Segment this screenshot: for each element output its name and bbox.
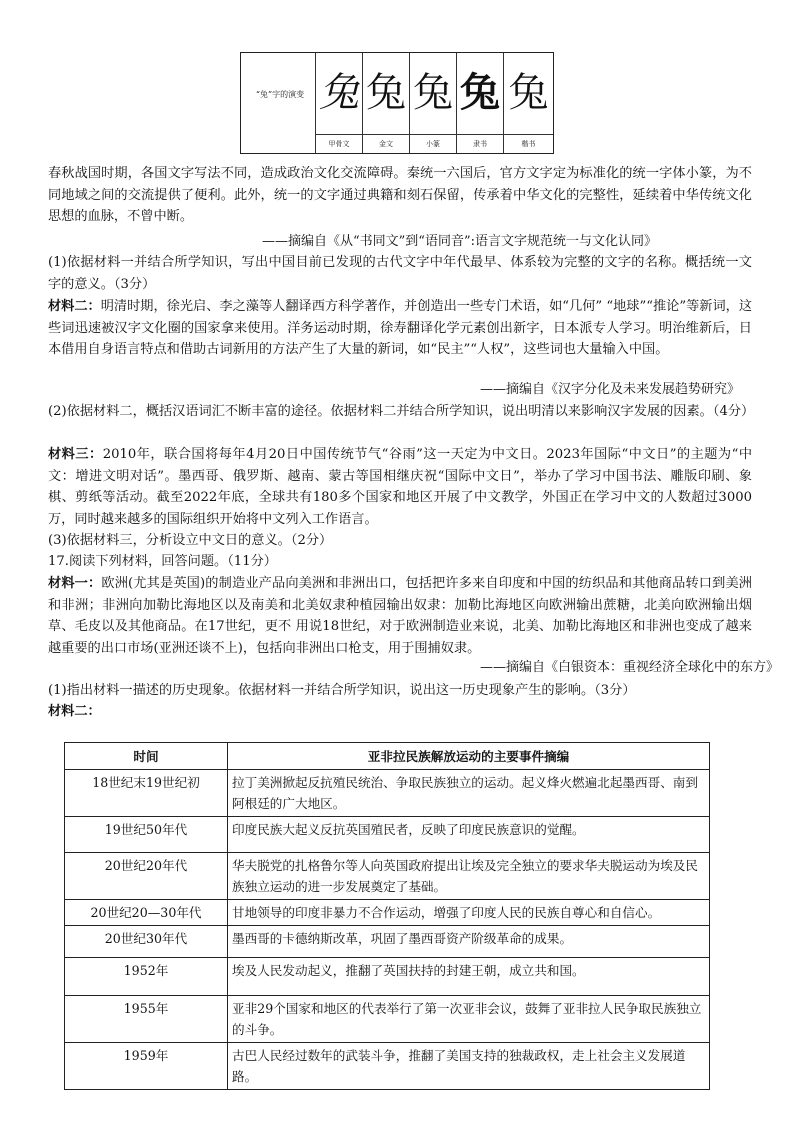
table-row — [65, 853, 710, 900]
cell-time: 20世纪30年代 — [65, 926, 228, 958]
glyph-image: 兔 — [366, 70, 406, 116]
cell-event: 亚非29个国家和地区的代表举行了第一次亚非会议，鼓舞了亚非拉人民争取民族独立的斗争。 — [228, 996, 710, 1043]
question-17-title: 17.阅读下列材料，回答问题。（11分） — [48, 554, 277, 569]
material2-source: ——摘编自《汉字分化及未来发展趋势研究》 — [480, 382, 741, 397]
liberation-events-table — [64, 742, 710, 1090]
glyph-label: 金文 — [363, 134, 409, 149]
cell-event: 拉丁美洲掀起反抗殖民统治、争取民族独立的运动。起义烽火燃遍北起墨西哥、南到阿根廷的广大地区。 — [228, 770, 710, 817]
cell-event: 古巴人民经过数年的武装斗争，推翻了美国支持的独裁政权，走上社会主义发展道路。 — [228, 1043, 710, 1090]
table-row — [65, 770, 710, 817]
glyph-small-seal — [409, 53, 456, 153]
cell-event: 华夫脱党的扎格鲁尔等人向英国政府提出让埃及完全独立的要求华夫脱运动为埃及民族独立运动的进一步发展奠定了基础。 — [228, 853, 710, 900]
question-3: (3)依据材料三，分析设立中文日的意义。（2分） — [48, 533, 333, 548]
material3-block — [48, 444, 752, 530]
q17-question-1: (1)指出材料一描述的历史现象。依据材料一并结合所学知识，说出这一历史现象产生的影响。（3分） — [48, 683, 636, 698]
cell-time: 19世纪50年代 — [65, 817, 228, 853]
material3-label: 材料三： — [48, 447, 103, 462]
material2-block — [48, 296, 752, 361]
cell-event: 印度民族大起义反抗英国殖民者，反映了印度民族意识的觉醒。 — [228, 817, 710, 853]
glyph-label: 甲骨文 — [316, 134, 362, 149]
glyph-label: 楷书 — [504, 134, 553, 149]
q17-material1-block — [48, 573, 752, 659]
material1-text: 春秋战国时期，各国文字写法不同，造成政治文化交流障碍。秦统一六国后，官方文字定为标准化的统一字体小篆，为不同地域之间的交流提供了便利。此外，统一的文字通过典籍和刻石保留，传承着中华文化的完整性，延续着中华传统文化思想的血脉，不曾中断。 — [48, 166, 752, 225]
character-evolution-figure — [240, 52, 554, 154]
header-time: 时间 — [65, 743, 228, 770]
glyph-bronze — [362, 53, 409, 153]
glyph-regular — [503, 53, 553, 153]
q17-material1-label: 材料一： — [48, 576, 102, 591]
question-2: (2)依据材料二，概括汉语词汇不断丰富的途径。依据材料二并结合所学知识，说出明清以来影响汉字发展的因素。（4分） — [48, 404, 755, 419]
glyph-label: 小篆 — [410, 134, 456, 149]
cell-time: 1955年 — [65, 996, 228, 1043]
cell-time: 18世纪末19世纪初 — [65, 770, 228, 817]
table-row — [65, 900, 710, 926]
cell-time: 20世纪20年代 — [65, 853, 228, 900]
cell-time: 1952年 — [65, 958, 228, 996]
glyph-label: 隶书 — [457, 134, 503, 149]
table-row — [65, 996, 710, 1043]
cell-event: 埃及人民发动起义，推翻了英国扶持的封建王朝，成立共和国。 — [228, 958, 710, 996]
table-header-row — [65, 743, 710, 770]
figure-caption: “兔”字的演变 — [255, 90, 305, 99]
glyph-image: 兔 — [460, 69, 500, 116]
q17-material2-label: 材料二： — [48, 704, 101, 719]
cell-time: 1959年 — [65, 1043, 228, 1090]
material3-text: 2010年，联合国将每年4月20日中国传统节气“谷雨”这一天定为中文日。2023年国际“中文日”的主题为“中文：增进文明对话”。墨西哥、俄罗斯、越南、蒙古等国相继庆祝“国际中文日”，举办了学习中国书法、雕版印刷、象棋、剪纸等活动。截至2022年底，全球共有180多个国家和地区开展了中文教学，外国正在学习中文的人数超过3000万，同时越来越多的国际组织开始将中文列入工作语言。 — [48, 447, 753, 527]
material2-label: 材料二： — [48, 299, 101, 314]
material2-text: 明清时期，徐光启、李之藻等人翻译西方科学著作，并创造出一些专门术语，如“几何” “地球”“推论”等新词，这些词迅速被汉字文化圈的国家拿来使用。洋务运动时期，徐寿翻译化学元素创出新字，日本派专人学习。明治维新后，日本借用自身语言特点和借助古词新用的方法产生了大量的新词，如“民主”“人权”，这些词也大量输入中国。 — [48, 299, 753, 358]
table-row — [65, 926, 710, 958]
glyph-image: 兔 — [413, 70, 453, 116]
q17-material1-source: ——摘编自《白银资本：重视经济全球化中的东方》 — [480, 660, 780, 675]
header-event: 亚非拉民族解放运动的主要事件摘编 — [228, 743, 710, 770]
glyph-oracle-bone — [315, 53, 362, 153]
cell-time: 20世纪20—30年代 — [65, 900, 228, 926]
glyph-clerical — [456, 53, 503, 153]
cell-event: 墨西哥的卡德纳斯改革，巩固了墨西哥资产阶级革命的成果。 — [228, 926, 710, 958]
question-1: (1)依据材料一并结合所学知识，写出中国目前已发现的古代文字中年代最早、体系较为完整的文字的名称。概括统一文字的意义。（3分） — [48, 255, 752, 292]
table-row — [65, 1043, 710, 1090]
table-row — [65, 958, 710, 996]
glyph-image: 兔 — [508, 70, 549, 116]
glyph-image: 兔 — [319, 70, 359, 116]
material1-source: ——摘编自《从“书同文”到“语同音”:语言文字规范统一与文化认同》 — [262, 234, 657, 249]
table-row — [65, 817, 710, 853]
cell-event: 甘地领导的印度非暴力不合作运动，增强了印度人民的民族自尊心和自信心。 — [228, 900, 710, 926]
q17-material1-text: 欧洲(尤其是英国)的制造业产品向美洲和非洲出口，包括把许多来自印度和中国的纺织品和其他商品转口到美洲和非洲；非洲向加勒比海地区以及南美和北美奴隶种植园输出奴隶：加勒比海地区向欧洲输出蔗糖，北美向欧洲输出烟草、毛皮以及其他商品。在17世纪，更不 用说18世纪，对于欧洲制造业来说，北美、加勒比海地区和非洲也变成了越来越重要的出口市场(亚洲还谈不上)，包括向非洲出口枪支，用于围捕奴隶。 — [48, 576, 752, 656]
